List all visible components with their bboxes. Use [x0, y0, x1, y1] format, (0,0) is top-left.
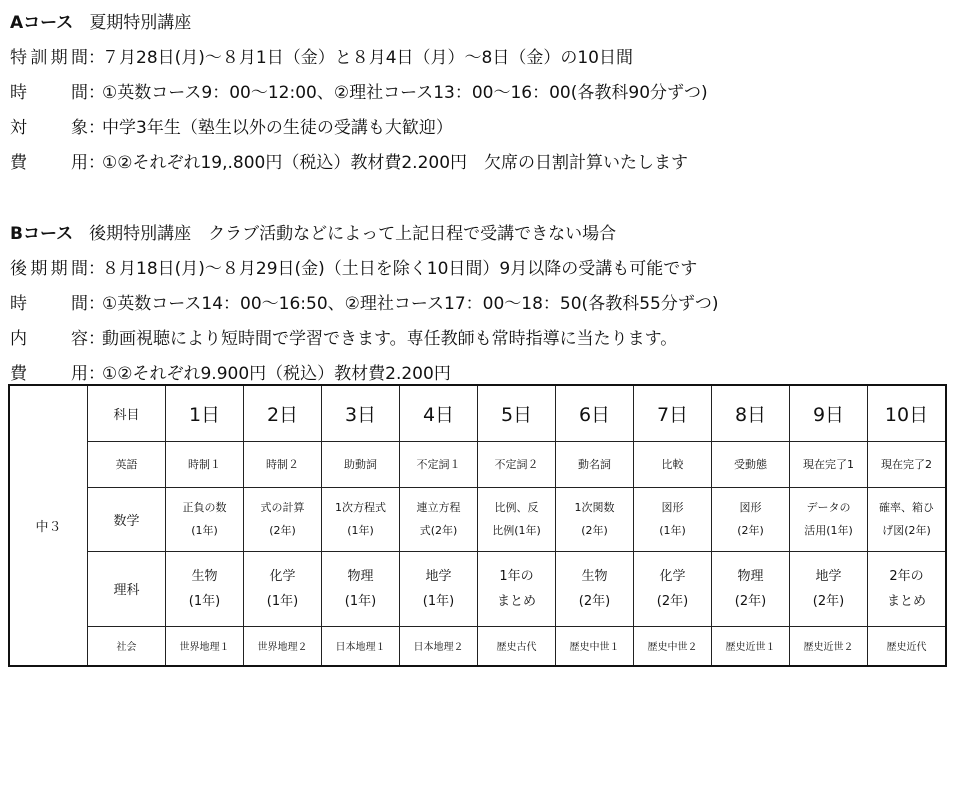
schedule-row	[9, 487, 946, 551]
lesson-cell	[868, 626, 947, 666]
subject-header-cell: 科目	[88, 385, 166, 441]
course-b-name: Bコース	[10, 224, 74, 244]
grade-cell: 中３	[9, 385, 88, 666]
lesson-text: 世界地理２	[257, 642, 308, 654]
lesson-cell	[634, 441, 712, 487]
lesson-cell	[712, 551, 790, 626]
lesson-text: (2年)	[581, 524, 608, 537]
lesson-cell	[322, 551, 400, 626]
day-header-cell: 5日	[478, 385, 556, 441]
row-label: 時 間	[10, 83, 88, 103]
row-value: ①英数コース9：00～12:00、②理社コース13：00～16：00(各教科90分ずつ)	[102, 83, 708, 103]
lesson-text: 化学	[269, 568, 296, 584]
row-label: 対 象	[10, 118, 88, 138]
lesson-text: 図形	[661, 501, 684, 514]
lesson-cell	[634, 487, 712, 551]
schedule-table	[8, 384, 947, 667]
lesson-cell	[790, 487, 868, 551]
lesson-text: (2年)	[737, 524, 764, 537]
lesson-cell	[166, 551, 244, 626]
subject-cell: 社会	[88, 626, 166, 666]
lesson-text: 生物	[581, 568, 608, 584]
course-b-heading	[10, 217, 944, 252]
lesson-cell	[478, 551, 556, 626]
lesson-text: 化学	[659, 568, 686, 584]
row-label: 後期期間	[10, 259, 88, 279]
lesson-text: 日本地理２	[413, 642, 464, 654]
course-b-row: 後期期間：８月18日(月)～８月29日(金)（土日を除く10日間）9月以降の受講も可能です	[10, 252, 944, 287]
lesson-text: 比較	[661, 458, 684, 471]
day-header-cell: 9日	[790, 385, 868, 441]
lesson-cell	[634, 626, 712, 666]
subject-cell: 数学	[88, 487, 166, 551]
lesson-cell	[868, 551, 947, 626]
day-header-cell: 7日	[634, 385, 712, 441]
lesson-text: (1年)	[422, 593, 455, 609]
lesson-text: 図形	[739, 501, 762, 514]
lesson-cell	[790, 626, 868, 666]
row-value: ①②それぞれ9.900円（税込）教材費2.200円	[102, 364, 451, 384]
course-a-row: 費 用：①②それぞれ19,.800円（税込）教材費2.200円 欠席の日割計算いたします	[10, 146, 944, 181]
lesson-text: 物理	[347, 568, 374, 584]
row-value: 中学3年生（塾生以外の生徒の受講も大歓迎）	[102, 118, 453, 138]
lesson-text: 地学	[815, 568, 842, 584]
lesson-text: 歴史近代	[886, 642, 927, 654]
lesson-text: 現在完了2	[881, 458, 932, 471]
lesson-text: 式(2年)	[419, 524, 458, 537]
course-b-row: 時 間：①英数コース14：00～16:50、②理社コース17：00～18：50(各教科55分ずつ)	[10, 287, 944, 322]
lesson-cell	[790, 551, 868, 626]
lesson-text: (1年)	[266, 593, 299, 609]
lesson-text: 歴史中世２	[647, 642, 698, 654]
lesson-text: 現在完了1	[803, 458, 854, 471]
schedule-header-row	[9, 385, 946, 441]
lesson-text: 比例、反	[494, 501, 539, 514]
schedule-row	[9, 626, 946, 666]
lesson-text: 世界地理１	[179, 642, 230, 654]
lesson-cell	[322, 626, 400, 666]
day-header-cell: 4日	[400, 385, 478, 441]
lesson-text: 連立方程	[416, 501, 461, 514]
lesson-text: データの	[806, 501, 851, 514]
lesson-text: 時制１	[188, 458, 221, 471]
lesson-text: (1年)	[188, 593, 221, 609]
row-value: ①英数コース14：00～16:50、②理社コース17：00～18：50(各教科55分ずつ)	[102, 294, 719, 314]
lesson-cell	[400, 551, 478, 626]
lesson-text: 1年の	[499, 568, 534, 584]
lesson-text: 1次関数	[574, 501, 615, 514]
lesson-cell	[322, 441, 400, 487]
lesson-text: 助動詞	[344, 458, 377, 471]
course-a-row: 特訓期間：７月28日(月)～８月1日（金）と８月4日（月）～8日（金）の10日間	[10, 41, 944, 76]
lesson-cell	[556, 626, 634, 666]
lesson-text: 比例(1年)	[492, 524, 541, 537]
lesson-text: 歴史中世１	[569, 642, 620, 654]
course-a-row: 対 象：中学3年生（塾生以外の生徒の受講も大歓迎）	[10, 111, 944, 146]
lesson-cell	[244, 487, 322, 551]
lesson-text: 活用(1年)	[804, 524, 853, 537]
document	[10, 6, 944, 392]
lesson-text: (2年)	[578, 593, 611, 609]
lesson-cell	[166, 487, 244, 551]
lesson-text: 不定詞２	[494, 458, 539, 471]
lesson-text: 地学	[425, 568, 452, 584]
lesson-text: (2年)	[812, 593, 845, 609]
lesson-text: 日本地理１	[335, 642, 386, 654]
day-header-cell: 6日	[556, 385, 634, 441]
lesson-cell	[478, 626, 556, 666]
lesson-text: (1年)	[347, 524, 374, 537]
lesson-text: 確率、箱ひ	[879, 501, 934, 514]
lesson-cell	[166, 441, 244, 487]
lesson-cell	[790, 441, 868, 487]
lesson-text: 時制２	[266, 458, 299, 471]
course-a-row: 時 間：①英数コース9：00～12:00、②理社コース13：00～16：00(各教科90分ずつ)	[10, 76, 944, 111]
lesson-text: 動名詞	[578, 458, 611, 471]
course-b-row: 内 容：動画視聴により短時間で学習できます。専任教師も常時指導に当たります。	[10, 322, 944, 357]
lesson-text: 1次方程式	[335, 501, 386, 514]
row-value: ７月28日(月)～８月1日（金）と８月4日（月）～8日（金）の10日間	[102, 48, 633, 68]
course-a-name: Aコース	[10, 13, 74, 33]
lesson-cell	[556, 441, 634, 487]
lesson-cell	[400, 487, 478, 551]
day-header-cell: 10日	[868, 385, 947, 441]
lesson-cell	[556, 487, 634, 551]
row-label: 費 用	[10, 153, 88, 173]
lesson-text: (2年)	[269, 524, 296, 537]
row-label: 内 容	[10, 329, 88, 349]
subject-cell: 英語	[88, 441, 166, 487]
lesson-cell	[400, 626, 478, 666]
lesson-text: 受動態	[734, 458, 767, 471]
lesson-cell	[478, 487, 556, 551]
lesson-cell	[634, 551, 712, 626]
lesson-cell	[400, 441, 478, 487]
subject-cell: 理科	[88, 551, 166, 626]
day-header-cell: 2日	[244, 385, 322, 441]
lesson-text: 歴史近世２	[803, 642, 854, 654]
lesson-cell	[712, 487, 790, 551]
day-header-cell: 3日	[322, 385, 400, 441]
lesson-cell	[244, 441, 322, 487]
lesson-text: げ図(2年)	[882, 524, 931, 537]
course-a-heading	[10, 6, 944, 41]
row-label: 時 間	[10, 294, 88, 314]
lesson-text: (1年)	[659, 524, 686, 537]
lesson-text: (2年)	[656, 593, 689, 609]
lesson-text: 2年の	[889, 568, 924, 584]
row-value: 動画視聴により短時間で学習できます。専任教師も常時指導に当たります。	[102, 329, 678, 349]
lesson-text: 物理	[737, 568, 764, 584]
schedule-row	[9, 441, 946, 487]
lesson-cell	[556, 551, 634, 626]
lesson-cell	[244, 551, 322, 626]
lesson-cell	[712, 626, 790, 666]
lesson-text: 歴史古代	[496, 642, 537, 654]
lesson-cell	[478, 441, 556, 487]
lesson-text: 生物	[191, 568, 218, 584]
row-label: 費 用	[10, 364, 88, 384]
lesson-cell	[244, 626, 322, 666]
lesson-cell	[322, 487, 400, 551]
lesson-cell	[868, 487, 947, 551]
row-value: ①②それぞれ19,.800円（税込）教材費2.200円 欠席の日割計算いたします	[102, 153, 689, 173]
course-b-title: 後期特別講座 クラブ活動などによって上記日程で受講できない場合	[89, 224, 617, 244]
lesson-text: (1年)	[344, 593, 377, 609]
lesson-text: 正負の数	[182, 501, 227, 514]
lesson-text: 式の計算	[260, 501, 305, 514]
course-b-row: 費 用：①②それぞれ9.900円（税込）教材費2.200円	[10, 357, 944, 392]
lesson-text: 歴史近世１	[725, 642, 776, 654]
lesson-text: 不定詞１	[416, 458, 461, 471]
course-a-title: 夏期特別講座	[89, 13, 192, 33]
day-header-cell: 8日	[712, 385, 790, 441]
lesson-text: (2年)	[734, 593, 767, 609]
lesson-text: まとめ	[496, 593, 536, 609]
lesson-cell	[166, 626, 244, 666]
schedule-row	[9, 551, 946, 626]
lesson-text: まとめ	[886, 593, 926, 609]
lesson-cell	[868, 441, 947, 487]
lesson-text: (1年)	[191, 524, 218, 537]
row-label: 特訓期間	[10, 48, 88, 68]
row-value: ８月18日(月)～８月29日(金)（土日を除く10日間）9月以降の受講も可能です	[102, 259, 698, 279]
day-header-cell: 1日	[166, 385, 244, 441]
lesson-cell	[712, 441, 790, 487]
